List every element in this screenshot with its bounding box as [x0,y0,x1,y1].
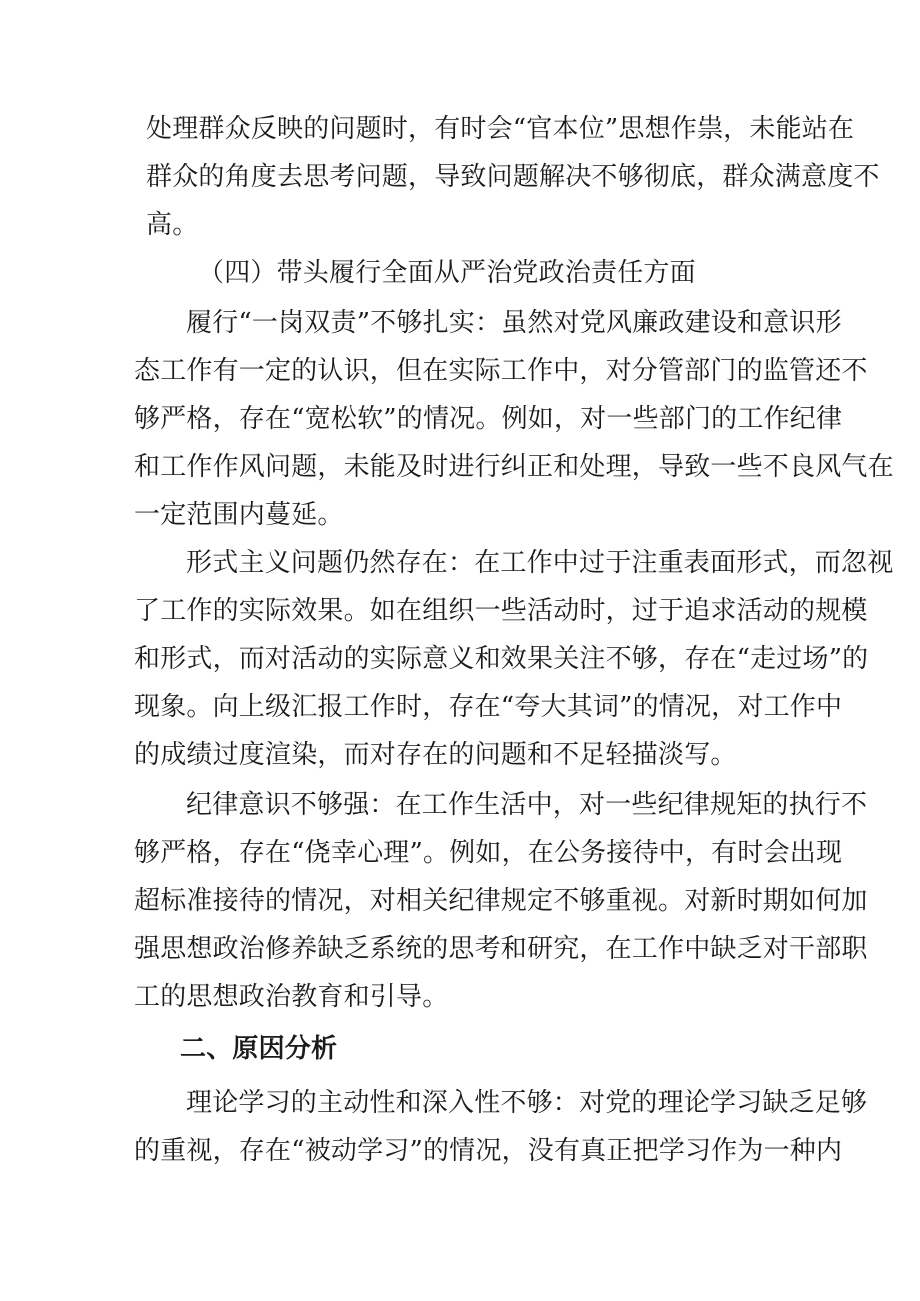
text-line: 的成绩过度渲染，而对存在的问题和不足轻描淡写。 [134,740,737,770]
text-line: 纪律意识不够强：在工作生活中，对一些纪律规矩的执行不 [186,790,868,820]
text-line: 现象。向上级汇报工作时，存在“夸大其词”的情况，对工作中 [134,692,843,722]
section-heading: （四）带头履行全面从严治党政治责任方面 [198,258,696,288]
text-line: 和形式，而对活动的实际意义和效果关注不够，存在“走过场”的 [134,644,869,674]
text-line: 工的思想政治教育和引导。 [134,982,449,1012]
text-line: 够严格，存在“宽松软”的情况。例如，对一些部门的工作纪律 [134,404,843,434]
text-line: 超标准接待的情况，对相关纪律规定不够重视。对新时期如何加 [134,886,868,916]
text-line: 和工作作风问题，未能及时进行纠正和处理，导致一些不良风气在 [134,452,894,482]
text-line: 形式主义问题仍然存在：在工作中过于注重表面形式，而忽视 [186,548,894,578]
text-line: 高。 [146,210,199,240]
text-line: 处理群众反映的问题时，有时会“官本位”思想作祟，未能站在 [146,114,855,144]
text-line: 一定范围内蔓延。 [134,500,344,530]
text-line: 了工作的实际效果。如在组织一些活动时，过于追求活动的规模 [134,596,868,626]
text-line: 的重视，存在“被动学习”的情况，没有真正把学习作为一种内 [134,1136,843,1166]
text-line: 态工作有一定的认识，但在实际工作中，对分管部门的监管还不 [134,356,868,386]
text-line: 群众的角度去思考问题，导致问题解决不够彻底，群众满意度不 [146,162,880,192]
chapter-heading: 二、原因分析 [180,1034,338,1064]
text-line: 够严格，存在“侥幸心理”。例如，在公务接待中，有时会出现 [134,838,843,868]
text-line: 强思想政治修养缺乏系统的思考和研究，在工作中缺乏对干部职 [134,934,868,964]
text-line: 履行“一岗双责”不够扎实：虽然对党风廉政建设和意识形 [186,308,842,338]
text-line: 理论学习的主动性和深入性不够：对党的理论学习缺乏足够 [186,1088,868,1118]
